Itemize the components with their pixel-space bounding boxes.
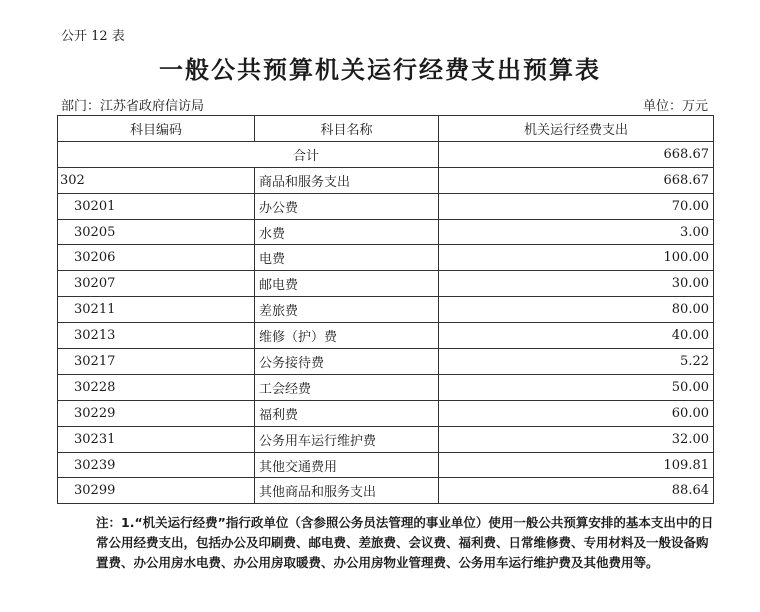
table-row — [58, 349, 714, 375]
total-value: 668.67 — [439, 141, 714, 167]
row-code: 30299 — [58, 478, 255, 504]
row-name: 水费 — [255, 219, 439, 245]
table-row — [58, 400, 714, 426]
row-code: 30228 — [58, 374, 255, 400]
footnote: 注：1.“机关运行经费”指行政单位（含参照公务员法管理的事业单位）使用一般公共预算安排的基本支出中的日常公用经费支出，包括办公及印刷费、邮电费、差旅费、会议费、福利费、日常维修费、专用材料及一般设备购置费、办公用房水电费、办公用房取暖费、办公用房物业管理费、公务用车运行维护费及其他费用等。 — [96, 515, 714, 570]
row-name: 其他交通费用 — [255, 452, 439, 478]
row-code: 30206 — [58, 245, 255, 271]
unit-label: 单位：万元 — [642, 99, 708, 114]
budget-table — [57, 115, 714, 504]
row-value: 30.00 — [439, 271, 714, 297]
table-row — [58, 452, 714, 478]
row-code: 30207 — [58, 271, 255, 297]
row-name: 差旅费 — [255, 297, 439, 323]
row-code: 30229 — [58, 400, 255, 426]
row-code: 30217 — [58, 349, 255, 375]
table-row — [58, 271, 714, 297]
page-title: 一般公共预算机关运行经费支出预算表 — [159, 56, 601, 84]
row-value: 70.00 — [439, 193, 714, 219]
row-value: 50.00 — [439, 374, 714, 400]
header-amount: 机关运行经费支出 — [439, 116, 714, 142]
row-value: 5.22 — [439, 349, 714, 375]
row-value: 40.00 — [439, 323, 714, 349]
row-name: 公务用车运行维护费 — [255, 426, 439, 452]
row-code: 30213 — [58, 323, 255, 349]
table-row — [58, 245, 714, 271]
table-row — [58, 219, 714, 245]
document-label: 公开 12 表 — [61, 29, 125, 44]
table-row — [58, 323, 714, 349]
row-name: 电费 — [255, 245, 439, 271]
department-label: 部门：江苏省政府信访局 — [61, 99, 205, 114]
table-header-row — [58, 116, 714, 142]
row-value: 80.00 — [439, 297, 714, 323]
table-row — [58, 478, 714, 504]
row-value: 109.81 — [439, 452, 714, 478]
header-name: 科目名称 — [255, 116, 439, 142]
row-name: 办公费 — [255, 193, 439, 219]
row-value: 88.64 — [439, 478, 714, 504]
table-row — [58, 297, 714, 323]
row-name: 维修（护）费 — [255, 323, 439, 349]
total-row — [58, 141, 714, 167]
row-code: 30205 — [58, 219, 255, 245]
table-row — [58, 193, 714, 219]
category-name: 商品和服务支出 — [255, 167, 439, 193]
table-row — [58, 374, 714, 400]
row-name: 其他商品和服务支出 — [255, 478, 439, 504]
category-value: 668.67 — [439, 167, 714, 193]
row-code: 30201 — [58, 193, 255, 219]
row-value: 32.00 — [439, 426, 714, 452]
row-value: 3.00 — [439, 219, 714, 245]
total-label: 合计 — [58, 141, 439, 167]
row-code: 30211 — [58, 297, 255, 323]
row-value: 100.00 — [439, 245, 714, 271]
row-name: 工会经费 — [255, 374, 439, 400]
row-name: 福利费 — [255, 400, 439, 426]
header-code: 科目编码 — [58, 116, 255, 142]
row-name: 公务接待费 — [255, 349, 439, 375]
row-code: 30239 — [58, 452, 255, 478]
category-row — [58, 167, 714, 193]
row-code: 30231 — [58, 426, 255, 452]
row-value: 60.00 — [439, 400, 714, 426]
category-code: 302 — [58, 167, 255, 193]
row-name: 邮电费 — [255, 271, 439, 297]
table-row — [58, 426, 714, 452]
